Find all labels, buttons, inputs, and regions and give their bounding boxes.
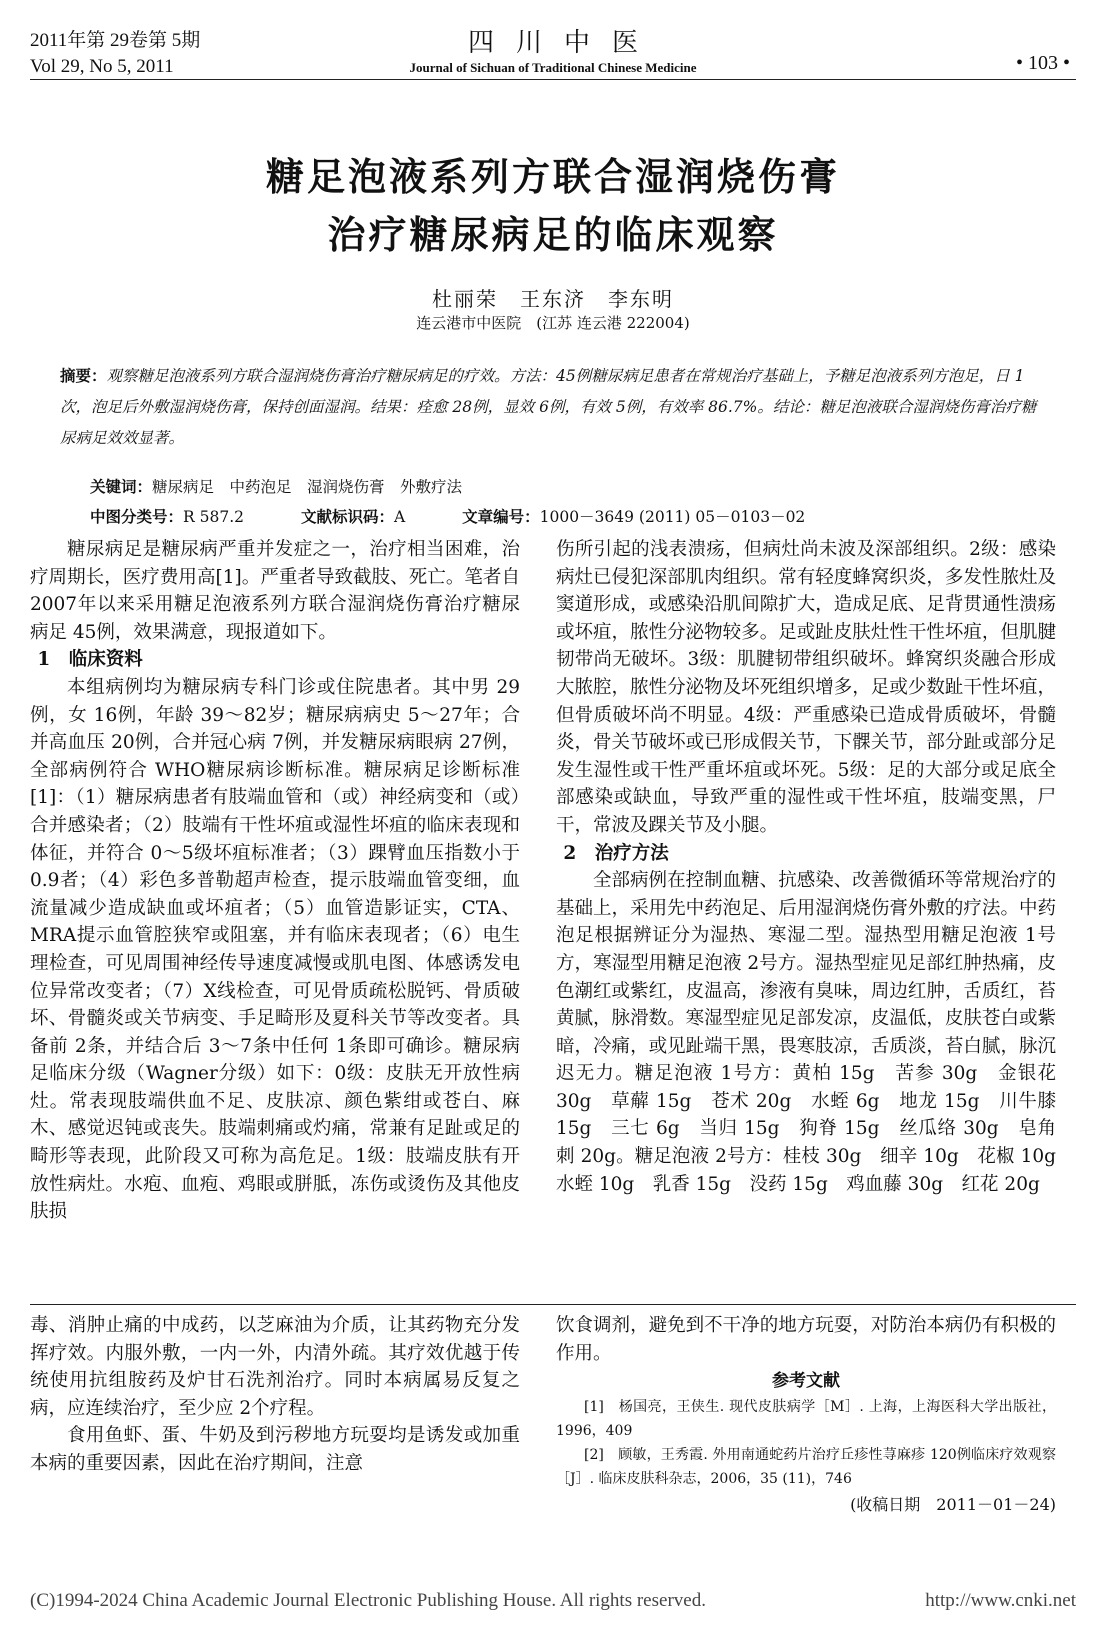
journal-name-cn: 四川中医 [467, 28, 660, 58]
continuation-paragraph-2: 食用鱼虾、蛋、牛奶及到污秽地方玩耍均是诱发或加重本病的重要因素，因此在治疗期间，注意 [30, 1425, 520, 1474]
classification-row [90, 502, 1050, 532]
header-rule [30, 79, 1076, 80]
article-title [0, 148, 1106, 264]
title-line-2: 治疗糖尿病足的临床观察 [327, 212, 779, 257]
article-number-item [462, 508, 831, 526]
section-divider [30, 1304, 1076, 1305]
right-column [556, 536, 1075, 1198]
keywords-label: 关键词： [90, 477, 153, 496]
continuation-paragraph-3: 饮食调剂，避免到不干净的地方玩耍，对防治本病仍有积极的作用。 [556, 1315, 1056, 1364]
clc-value: R 587.2 [183, 508, 244, 526]
journal-name [0, 28, 1106, 78]
doc-code-value: A [393, 508, 406, 526]
received-date: (收稿日期 2011－01－24) [850, 1495, 1056, 1515]
bottom-left-column [30, 1312, 520, 1478]
journal-name-en: Journal of Sichuan of Traditional Chinese Medicine [409, 60, 697, 75]
keywords-row [90, 472, 1050, 502]
abstract [60, 360, 1050, 454]
keywords-text: 糖尿病足 中药泡足 湿润烧伤膏 外敷疗法 [152, 478, 463, 496]
title-line-1: 糖足泡液系列方联合湿润烧伤膏 [265, 154, 840, 199]
section-heading-clinical-data: 1 临床资料 [37, 649, 143, 671]
copyright-text: (C)1994-2024 China Academic Journal Electronic Publishing House. All rights reserved. [30, 1590, 706, 1611]
continuation-paragraph-1: 毒、消肿止痛的中成药，以芝麻油为介质，让其药物充分发挥疗效。内服外敷，一内一外，内清外疏。其疗效优越于传统使用抗组胺药及炉甘石洗剂治疗。同时本病属易反复之病，应连续治疗，至少应 2个疗程。 [30, 1315, 520, 1419]
reference-item-1: [1] 杨国亮，王侠生. 现代皮肤病学［M］. 上海，上海医科大学出版社，1996，409 [556, 1399, 1056, 1440]
clc-item [90, 508, 270, 526]
page-number: • 103 • [1015, 52, 1070, 74]
authors: 杜丽荣 王东济 李东明 [432, 287, 674, 311]
intro-paragraph: 糖尿病足是糖尿病严重并发症之一，治疗相当困难，治疗周期长，医疗费用高[1]。严重者导致截肢、死亡。笔者自 2007年以来采用糖足泡液系列方联合湿润烧伤膏治疗糖尿病足 45例，效果满意，现报道如下。 [30, 539, 520, 643]
issue-vol-no: Vol 29, No 5, 2011 [30, 56, 174, 77]
bottom-right-column [556, 1312, 1056, 1519]
abstract-label: 摘要： [60, 366, 107, 385]
references-title: 参考文献 [772, 1371, 840, 1392]
section-heading-treatment: 2 治疗方法 [563, 842, 669, 864]
clc-label: 中图分类号： [90, 507, 184, 526]
affiliation: 连云港市中医院 (江苏 连云港 222004) [416, 314, 690, 332]
doc-code-item [301, 508, 431, 526]
doc-code-label: 文献标识码： [300, 507, 394, 526]
clinical-data-paragraph: 本组病例均为糖尿病专科门诊或住院患者。其中男 29例，女 16例，年龄 39～82岁；糖尿病病史 5～27年；合并高血压 20例，合并冠心病 7例，并发糖尿病眼病 27例，全部病例符合 WHO糖尿病诊断标准。糖尿病足诊断标准[1]：（1）糖尿病患者有肢端血管和（或）神经病变和（或）合并感染者；（2）肢端有干性坏疽或湿性坏疽的临床表现和体征，并符合 0～5级坏疽标准者；（3）踝臂血压指数小于 0.9者；（4）彩色多普勒超声检查，提示肢端血管变细，血流量减少造成缺血或坏疽者；（5）血管造影证实，CTA、MRA提示血管腔狭窄或阻塞，并有临床表现者；（6）电生理检查，可见周围神经传导速度减慢或肌电图、体感诱发电位异常改变者；（7）X线检查，可见骨质疏松脱钙、骨质破坏、骨髓炎或关节病变、手足畸形及夏科关节等改变者。具备前 2条，并结合后 3～7条中任何 1条即可确诊。糖尿病足临床分级（Wagner分级）如下：0级：皮肤无开放性病灶。常表现肢端供血不足、皮肤凉、颜色紫绀或苍白、麻木、感觉迟钝或丧失。肢端刺痛或灼痛，常兼有足趾或足的畸形等表现，此阶段又可称为高危足。1级：肢端皮肤有开放性病灶。水疱、血疱、鸡眼或胼胝，冻伤或烫伤及其他皮肤损 [30, 676, 520, 1223]
left-column [30, 536, 520, 1226]
abstract-text: 观察糖足泡液系列方联合湿润烧伤膏治疗糖尿病足的疗效。方法：45例糖尿病足患者在常规治疗基础上，予糖足泡液系列方泡足，日 1次，泡足后外敷湿润烧伤膏，保持创面湿润。结果：痊愈 28例，显效 6例，有效 5例，有效率 86.7%。结论：糖足泡液联合湿润烧伤膏治疗糖尿病足效效显著。 [60, 367, 1037, 447]
keywords-block [90, 472, 1050, 532]
article-number-label: 文章编号： [462, 507, 540, 526]
copyright-footer [30, 1590, 1076, 1612]
cnki-link[interactable]: http://www.cnki.net [925, 1590, 1076, 1611]
article-number-value: 1000－3649 (2011) 05－0103－02 [539, 508, 806, 526]
treatment-paragraph: 全部病例在控制血糖、抗感染、改善微循环等常规治疗的基础上，采用先中药泡足、后用湿润烧伤膏外敷的疗法。中药泡足根据辨证分为湿热、寒湿二型。湿热型用糖足泡液 1号方，寒湿型用糖足泡液 2号方。湿热型症见足部红肿热痛，皮色潮红或紫红，皮温高，渗液有臭味，周边红肿，舌质红，苔黄腻，脉滑数。寒湿型症见足部发凉，皮温低，皮肤苍白或紫暗，冷痛，或见趾端干黑，畏寒肢凉，舌质淡，苔白腻，脉沉迟无力。糖足泡液 1号方：黄柏 15g 苦参 30g 金银花 30g 草薢 15g 苍术 20g 水蛭 6g 地龙 15g 川牛膝 15g 三七 6g 当归 15g 狗脊 15g 丝瓜络 30g 皂角刺 20g。糖足泡液 2号方：桂枝 30g 细辛 10g 花椒 10g 水蛭 10g 乳香 15g 没药 15g 鸡血藤 30g 红花 20g [556, 870, 1075, 1195]
grading-paragraph: 伤所引起的浅表溃疡，但病灶尚未波及深部组织。2级：感染病灶已侵犯深部肌肉组织。常有轻度蜂窝织炎，多发性脓灶及窦道形成，或感染沿肌间隙扩大，造成足底、足背贯通性溃疡或坏疽，脓性分泌物较多。足或趾皮肤灶性干性坏疽，但肌腱韧带尚无破坏。3级：肌腱韧带组织破坏。蜂窝织炎融合形成大脓腔，脓性分泌物及坏死组织增多，足或少数趾干性坏疽，但骨质破坏尚不明显。4级：严重感染已造成骨质破坏，骨髓炎，骨关节破坏或已形成假关节，下髁关节，部分趾或部分足发生湿性或干性严重坏疽或坏死。5级：足的大部分或足底全部感染或缺血，导致严重的湿性或干性坏疽，肢端变黑，尸干，常波及踝关节及小腿。 [556, 539, 1056, 836]
issue-year-volume: 2011年第 29卷第 5期 [30, 30, 201, 51]
reference-item-2: [2] 顾敏，王秀霞. 外用南通蛇药片治疗丘疹性荨麻疹 120例临床疗效观察［J］. 临床皮肤科杂志，2006，35 (11)，746 [556, 1447, 1056, 1488]
